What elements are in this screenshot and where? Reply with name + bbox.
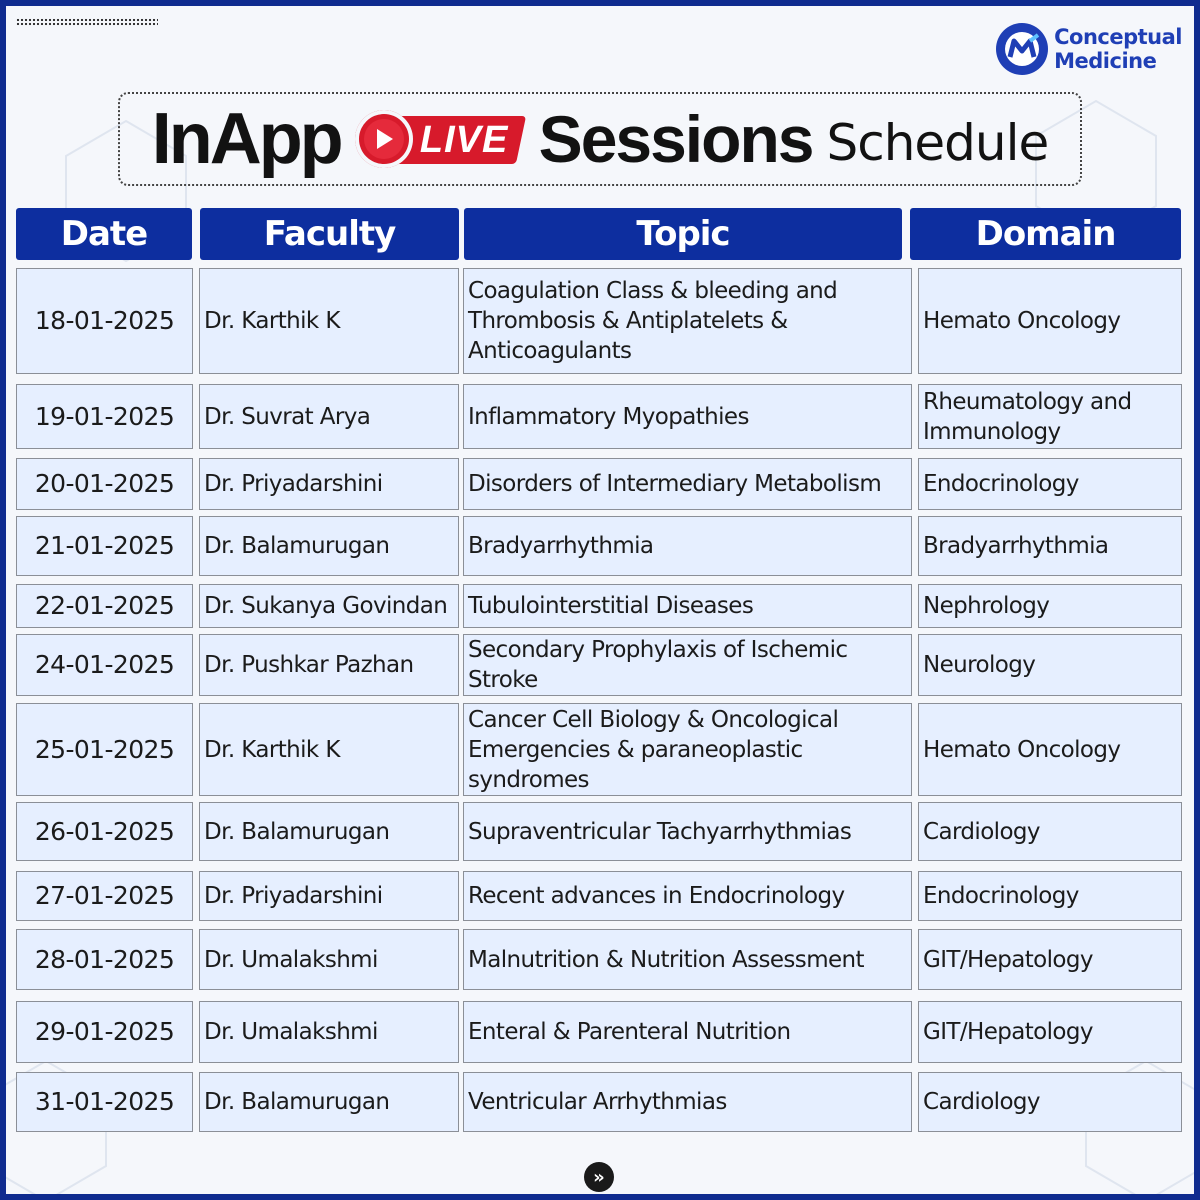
live-badge xyxy=(355,106,525,172)
domain-cell: Bradyarrhythmia xyxy=(918,516,1182,576)
domain-cell: Rheumatology and Immunology xyxy=(918,384,1182,449)
topic-cell: Disorders of Intermediary Metabolism xyxy=(463,458,912,510)
date-cell: 31-01-2025 xyxy=(16,1072,193,1132)
faculty-cell: Dr. Balamurugan xyxy=(199,802,459,861)
date-cell: 29-01-2025 xyxy=(16,1001,193,1063)
faculty-cell: Dr. Umalakshmi xyxy=(199,929,459,990)
page-title xyxy=(118,92,1082,186)
faculty-cell: Dr. Priyadarshini xyxy=(199,871,459,921)
topic-cell: Tubulointerstitial Diseases xyxy=(463,584,912,628)
cm-logo-icon xyxy=(996,23,1048,75)
double-chevron-right-icon[interactable]: » xyxy=(584,1162,614,1192)
schedule-poster xyxy=(6,6,1194,1194)
live-label: LIVE xyxy=(419,118,508,161)
domain-cell: Cardiology xyxy=(918,802,1182,861)
topic-cell: Supraventricular Tachyarrhythmias xyxy=(463,802,912,861)
column-header-date: Date xyxy=(16,208,192,260)
column-header-topic: Topic xyxy=(464,208,902,260)
domain-cell: Cardiology xyxy=(918,1072,1182,1132)
play-icon xyxy=(355,110,413,168)
title-inapp: InApp xyxy=(151,99,341,179)
topic-cell: Bradyarrhythmia xyxy=(463,516,912,576)
date-cell: 21-01-2025 xyxy=(16,516,193,576)
brand-logo xyxy=(996,20,1182,78)
column-header-faculty: Faculty xyxy=(200,208,459,260)
decorative-dot-strip xyxy=(16,18,158,26)
faculty-cell: Dr. Priyadarshini xyxy=(199,458,459,510)
faculty-cell: Dr. Sukanya Govindan xyxy=(199,584,459,628)
faculty-cell: Dr. Balamurugan xyxy=(199,1072,459,1132)
topic-cell: Enteral & Parenteral Nutrition xyxy=(463,1001,912,1063)
domain-cell: Endocrinology xyxy=(918,458,1182,510)
domain-cell: Nephrology xyxy=(918,584,1182,628)
title-sessions: Sessions xyxy=(538,102,813,176)
domain-cell: Endocrinology xyxy=(918,871,1182,921)
date-cell: 22-01-2025 xyxy=(16,584,193,628)
domain-cell: Hemato Oncology xyxy=(918,703,1182,796)
topic-cell: Inflammatory Myopathies xyxy=(463,384,912,449)
date-cell: 19-01-2025 xyxy=(16,384,193,449)
faculty-cell: Dr. Karthik K xyxy=(199,268,459,374)
brand-name-line1: Conceptual xyxy=(1054,25,1182,49)
date-cell: 25-01-2025 xyxy=(16,703,193,796)
date-cell: 27-01-2025 xyxy=(16,871,193,921)
topic-cell: Secondary Prophylaxis of Ischemic Stroke xyxy=(463,634,912,696)
column-header-domain: Domain xyxy=(910,208,1181,260)
faculty-cell: Dr. Suvrat Arya xyxy=(199,384,459,449)
date-cell: 18-01-2025 xyxy=(16,268,193,374)
topic-cell: Ventricular Arrhythmias xyxy=(463,1072,912,1132)
topic-cell: Cancer Cell Biology & Oncological Emergencies & paraneoplastic syndromes xyxy=(463,703,912,796)
date-cell: 24-01-2025 xyxy=(16,634,193,696)
faculty-cell: Dr. Balamurugan xyxy=(199,516,459,576)
faculty-cell: Dr. Pushkar Pazhan xyxy=(199,634,459,696)
topic-cell: Malnutrition & Nutrition Assessment xyxy=(463,929,912,990)
topic-cell: Recent advances in Endocrinology xyxy=(463,871,912,921)
domain-cell: GIT/Hepatology xyxy=(918,929,1182,990)
title-schedule: Schedule xyxy=(826,114,1049,172)
date-cell: 20-01-2025 xyxy=(16,458,193,510)
domain-cell: GIT/Hepatology xyxy=(918,1001,1182,1063)
faculty-cell: Dr. Karthik K xyxy=(199,703,459,796)
domain-cell: Neurology xyxy=(918,634,1182,696)
faculty-cell: Dr. Umalakshmi xyxy=(199,1001,459,1063)
brand-name-line2: Medicine xyxy=(1054,49,1157,73)
date-cell: 26-01-2025 xyxy=(16,802,193,861)
domain-cell: Hemato Oncology xyxy=(918,268,1182,374)
topic-cell: Coagulation Class & bleeding and Thrombosis & Antiplatelets & Anticoagulants xyxy=(463,268,912,374)
date-cell: 28-01-2025 xyxy=(16,929,193,990)
